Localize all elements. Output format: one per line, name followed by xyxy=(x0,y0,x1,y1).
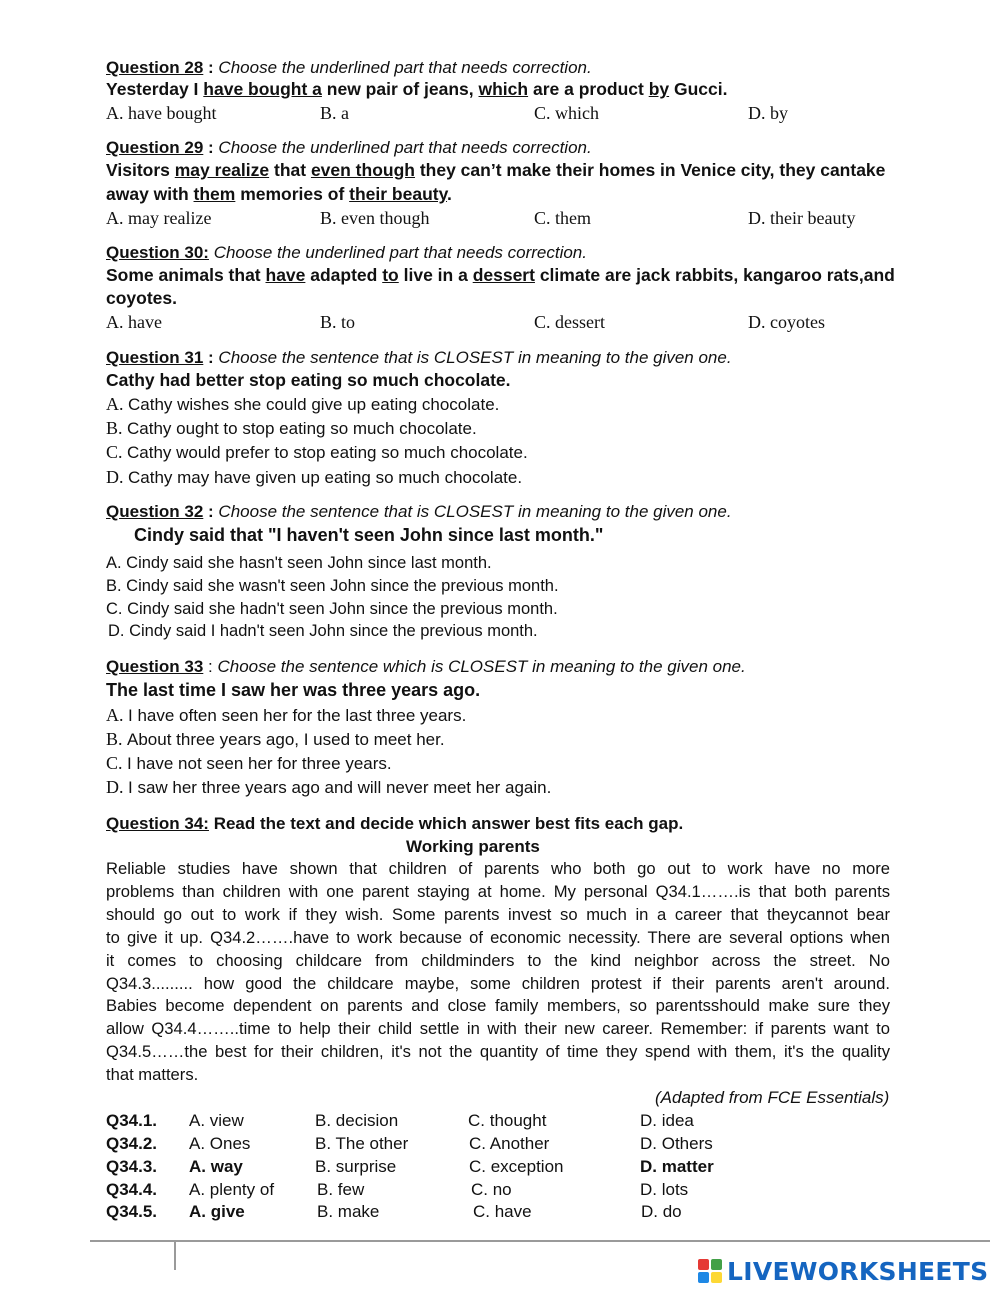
passage-line: Q34.5……the best for their children, it's not the quantity of time they spend with them, it's the quality xyxy=(106,1042,890,1062)
liveworksheets-logo-icon xyxy=(698,1259,722,1283)
gap-1-option-c[interactable]: C. thought xyxy=(468,1111,547,1130)
gap-number: Q34.5. xyxy=(106,1202,158,1221)
footer-divider xyxy=(90,1240,990,1242)
gap-4-option-a[interactable]: A. plenty of xyxy=(189,1180,275,1199)
q31-option-b-letter: B. xyxy=(106,418,123,438)
q29-sentence-line-1 xyxy=(106,160,885,181)
q33-option-a[interactable] xyxy=(106,705,466,726)
q31-option-a[interactable] xyxy=(106,394,499,415)
q30-option-a[interactable]: A. have xyxy=(106,312,162,332)
q28-instruction: Choose the underlined part that needs correction. xyxy=(218,58,592,77)
q32-option-a[interactable]: A. Cindy said she hasn't seen John since last month. xyxy=(106,554,492,572)
passage-line: Reliable studies have shown that children of parents who both go out to work have no more xyxy=(106,859,890,878)
logo-square xyxy=(711,1259,722,1270)
q32-option-d[interactable]: D. Cindy said I hadn't seen John since the previous month. xyxy=(108,622,538,640)
q34-header xyxy=(106,813,683,834)
q29-underlined-4: their beauty xyxy=(349,184,448,204)
q32-option-c[interactable]: C. Cindy said she hadn't seen John since the previous month. xyxy=(106,600,558,618)
q32-option-b[interactable]: B. Cindy said she wasn't seen John since the previous month. xyxy=(106,577,559,595)
gap-5-option-a[interactable]: A. give xyxy=(189,1202,245,1221)
gap-3-option-c[interactable]: C. exception xyxy=(469,1157,564,1176)
q31-option-c[interactable] xyxy=(106,442,528,463)
q31-option-a-letter: A. xyxy=(106,394,124,414)
q29-option-a[interactable]: A. may realize xyxy=(106,208,212,228)
q33-option-d-text: I saw her three years ago and will never meet her again. xyxy=(128,778,552,797)
q33-label: Question 33 xyxy=(106,657,204,676)
gap-number: Q34.2. xyxy=(106,1134,158,1153)
q28-underlined-1: have bought a xyxy=(203,79,322,99)
q29-underlined-1: may realize xyxy=(174,160,270,180)
q29-option-d[interactable]: D. their beauty xyxy=(748,208,856,228)
q33-instruction: Choose the sentence which is CLOSEST in meaning to the given one. xyxy=(217,657,746,676)
q28-text-3: are a product xyxy=(528,79,649,99)
gap-number: Q34.1. xyxy=(106,1111,158,1130)
logo-square xyxy=(698,1259,709,1270)
q34-passage-title: Working parents xyxy=(406,837,540,856)
q34-passage xyxy=(106,858,890,1087)
q34-source: (Adapted from FCE Essentials) xyxy=(655,1088,890,1107)
q28-underlined-2: which xyxy=(478,79,529,99)
passage-line: Q34.3......... how good the childcare maybe, some children protest if their parents aren't around. xyxy=(106,973,890,993)
liveworksheets-logo-text: LIVEWORKSHEETS xyxy=(727,1256,989,1286)
q32-stem: Cindy said that "I haven't seen John since last month." xyxy=(134,525,604,545)
q31-option-c-text: Cathy would prefer to stop eating so much chocolate. xyxy=(127,443,528,462)
q29-text-2: that xyxy=(269,160,311,180)
q28-option-b[interactable]: B. a xyxy=(320,103,349,123)
q31-label: Question 31 xyxy=(106,348,204,367)
passage-line: problems than children with one parent staying at home. My personal Q34.1…….is that both parents xyxy=(106,881,890,901)
gap-4-option-c[interactable]: C. no xyxy=(471,1180,512,1199)
q28-text-1: Yesterday I xyxy=(106,79,204,99)
gap-2-option-b[interactable]: B. The other xyxy=(315,1134,409,1153)
q33-option-a-letter: A. xyxy=(106,705,124,725)
q29-underlined-2: even though xyxy=(310,160,415,180)
q32-sep: : xyxy=(203,502,219,521)
q31-instruction: Choose the sentence that is CLOSEST in meaning to the given one. xyxy=(218,348,732,367)
q31-option-b[interactable] xyxy=(106,418,477,439)
q33-option-c-letter: C. xyxy=(106,753,123,773)
q29-sep: : xyxy=(203,138,219,157)
gap-2-option-a[interactable]: A. Ones xyxy=(189,1134,251,1153)
q33-option-b-text: About three years ago, I used to meet her. xyxy=(127,730,445,749)
q31-sep: : xyxy=(203,348,219,367)
gap-5-option-b[interactable]: B. make xyxy=(317,1202,380,1221)
q32-header xyxy=(106,501,732,522)
gap-1-option-b[interactable]: B. decision xyxy=(315,1111,399,1130)
q31-option-d-letter: D. xyxy=(106,467,124,487)
q29-underlined-3: them xyxy=(193,184,236,204)
q33-option-d-letter: D. xyxy=(106,777,124,797)
q31-option-d-text: Cathy may have given up eating so much chocolate. xyxy=(128,468,523,487)
q28-option-d[interactable]: D. by xyxy=(748,103,788,123)
q28-header xyxy=(106,57,592,78)
q31-stem: Cathy had better stop eating so much chocolate. xyxy=(106,370,511,390)
q33-stem: The last time I saw her was three years ago. xyxy=(106,680,481,700)
passage-line: it comes to choosing childcare from childminders to the kind neighbor across the street. No xyxy=(106,950,890,970)
q28-text-4: Gucci. xyxy=(669,79,728,99)
q29-text-5: memories of xyxy=(235,184,350,204)
gap-2-option-c[interactable]: C. Another xyxy=(469,1134,550,1153)
gap-5-option-d[interactable]: D. do xyxy=(641,1202,682,1221)
q34-label: Question 34: xyxy=(106,814,209,833)
gap-1-option-a[interactable]: A. view xyxy=(189,1111,244,1130)
q28-option-a[interactable]: A. have bought xyxy=(106,103,217,123)
q30-text-1: Some animals that xyxy=(106,265,266,285)
q30-option-b[interactable]: B. to xyxy=(320,312,356,332)
q30-text-5: coyotes. xyxy=(106,288,177,308)
q29-text-1: Visitors xyxy=(106,160,175,180)
passage-line: to give it up. Q34.2…….have to work because of economic necessity. There are several options when xyxy=(106,927,890,947)
q31-option-c-letter: C. xyxy=(106,442,123,462)
q29-option-b[interactable]: B. even though xyxy=(320,208,430,228)
q32-label: Question 32 xyxy=(106,502,204,521)
q30-sentence-line-1 xyxy=(106,265,895,286)
q28-underlined-3: by xyxy=(648,79,670,99)
q30-text-4: climate are jack rabbits, kangaroo rats,and xyxy=(534,265,895,285)
passage-line: that matters. xyxy=(106,1065,199,1085)
q29-text-6: . xyxy=(447,184,452,204)
q33-option-c-text: I have not seen her for three years. xyxy=(127,754,392,773)
gap-3-option-d[interactable]: D. matter xyxy=(640,1157,714,1176)
q33-option-b[interactable] xyxy=(106,729,445,750)
q30-underlined-1: have xyxy=(265,265,306,285)
q30-instruction: Choose the underlined part that needs correction. xyxy=(208,243,587,262)
q34-instruction: Read the text and decide which answer best fits each gap. xyxy=(208,814,684,833)
q28-sentence xyxy=(106,79,727,100)
q31-option-a-text: Cathy wishes she could give up eating chocolate. xyxy=(128,395,500,414)
q31-option-d[interactable] xyxy=(106,467,522,488)
q33-option-c[interactable] xyxy=(106,753,392,774)
q29-text-3: they can’t make their homes in Venice city, they cantake xyxy=(414,160,886,180)
q28-label: Question 28 xyxy=(106,58,204,77)
gap-3-option-a[interactable]: A. way xyxy=(189,1157,243,1176)
q30-option-d[interactable]: D. coyotes xyxy=(748,312,825,332)
q28-text-2: new pair of jeans, xyxy=(321,79,479,99)
q33-sep: : xyxy=(203,657,218,676)
q30-sentence-line-2 xyxy=(106,288,177,309)
gap-4-option-b[interactable]: B. few xyxy=(317,1180,365,1199)
q29-sentence-line-2 xyxy=(106,184,452,205)
q28-sep: : xyxy=(203,58,219,77)
q30-underlined-3: dessert xyxy=(472,265,535,285)
q33-header xyxy=(106,656,746,677)
passage-line: Babies become dependent on parents and close family members, so parentsshould make sure they xyxy=(106,996,890,1016)
q29-instruction: Choose the underlined part that needs correction. xyxy=(218,138,592,157)
q33-option-a-text: I have often seen her for the last three years. xyxy=(128,706,467,725)
q30-option-c[interactable]: C. dessert xyxy=(534,312,605,332)
q32-instruction: Choose the sentence that is CLOSEST in meaning to the given one. xyxy=(218,502,732,521)
gap-1-option-d[interactable]: D. idea xyxy=(640,1111,694,1130)
logo-square xyxy=(711,1272,722,1283)
q31-header xyxy=(106,347,732,368)
gap-number: Q34.4. xyxy=(106,1180,158,1199)
q30-text-3: live in a xyxy=(398,265,473,285)
logo-square xyxy=(698,1272,709,1283)
footer-divider-tick xyxy=(174,1242,176,1270)
liveworksheets-logo[interactable] xyxy=(698,1253,988,1289)
passage-line: allow Q34.4……..time to help their child settle in with their new career. Remember: if parents want to xyxy=(106,1019,890,1039)
q30-text-2: adapted xyxy=(305,265,383,285)
q29-option-c[interactable]: C. them xyxy=(534,208,591,228)
gap-number: Q34.3. xyxy=(106,1157,158,1176)
q29-text-4: away with xyxy=(106,184,194,204)
q33-option-b-letter: B. xyxy=(106,729,123,749)
gap-5-option-c[interactable]: C. have xyxy=(473,1202,532,1221)
gap-3-option-b[interactable]: B. surprise xyxy=(315,1157,397,1176)
q28-option-c[interactable]: C. which xyxy=(534,103,599,123)
q29-label: Question 29 xyxy=(106,138,204,157)
q30-underlined-2: to xyxy=(382,265,399,285)
q30-header xyxy=(106,242,587,263)
q30-label: Question 30: xyxy=(106,243,209,262)
passage-line: should go out to work if they wish. Some parents invest so much in a career that theycannot bear xyxy=(106,904,890,924)
q29-header xyxy=(106,137,592,158)
q33-option-d[interactable] xyxy=(106,777,551,798)
q31-option-b-text: Cathy ought to stop eating so much chocolate. xyxy=(127,419,477,438)
gap-2-option-d[interactable]: D. Others xyxy=(640,1134,713,1153)
gap-4-option-d[interactable]: D. lots xyxy=(640,1180,689,1199)
